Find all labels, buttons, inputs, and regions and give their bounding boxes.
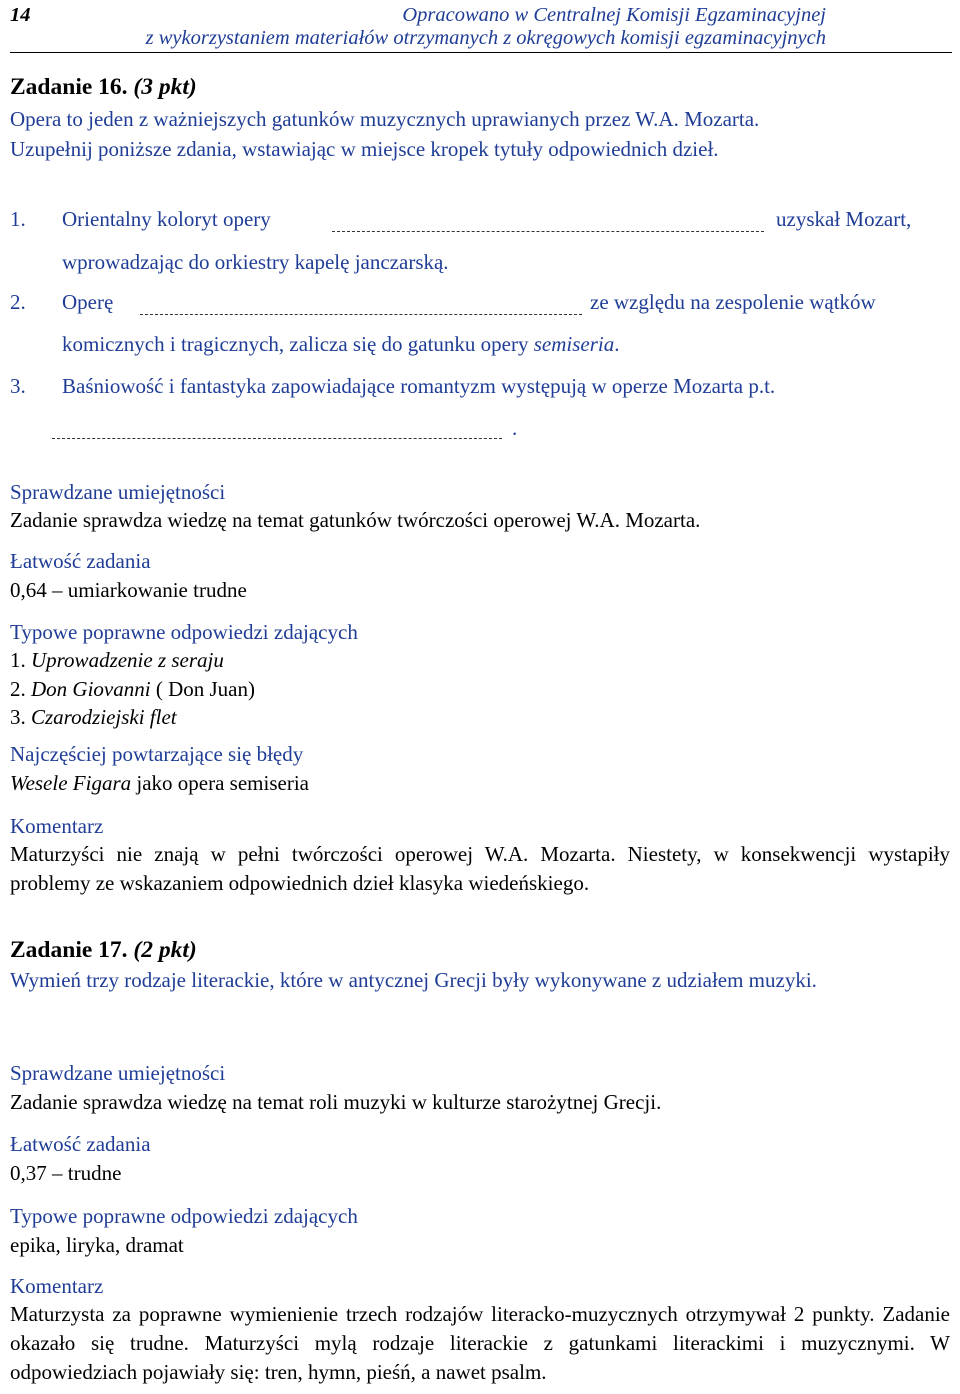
task17-difficulty-label: Łatwość zadania xyxy=(10,1132,151,1156)
item2-continuation xyxy=(62,330,619,358)
task17-comment-text: Maturzysta za poprawne wymienienie trzech rodzajów literacko-muzycznych otrzymywał 2 punkty. Zadanie okazało się trudne. Maturzyści mylą rodzaje literackie z gatunkami literackimi i muzycznymi. W odpowiedziach pojawiały się: tren, hymn, pieśń, a nawet psalm. xyxy=(10,1302,950,1384)
header-rule xyxy=(10,52,952,53)
item2-text-after: ze względu na zespolenie wątków xyxy=(590,290,876,314)
item3-number: 3. xyxy=(10,374,26,398)
task17-question: Wymień trzy rodzaje literackie, które w antycznej Grecji były wykonywane z udziałem muzyki. xyxy=(10,968,817,992)
item2-cont-plain: komicznych i tragicznych, zalicza się do gatunku opery xyxy=(62,332,534,356)
task16-difficulty-label: Łatwość zadania xyxy=(10,549,151,573)
task16-errors-text xyxy=(10,769,309,797)
task17-answers-text: epika, liryka, dramat xyxy=(10,1233,184,1257)
item1-number: 1. xyxy=(10,207,26,231)
task16-answer-2 xyxy=(10,675,255,703)
answer3-title: Czarodziejski flet xyxy=(31,705,177,729)
item2-cont-end: . xyxy=(614,332,620,356)
task16-points: (3 pkt) xyxy=(133,74,197,100)
header-line-1: Opracowano w Centralnej Komisji Egzaminacyjnej xyxy=(402,4,826,26)
item2-blank[interactable] xyxy=(140,314,582,315)
task16-title xyxy=(10,72,197,102)
task17-answers-label: Typowe poprawne odpowiedzi zdających xyxy=(10,1204,358,1228)
task17-points: (2 pkt) xyxy=(133,937,197,963)
item1-continuation: wprowadzając do orkiestry kapelę janczarską. xyxy=(62,250,449,274)
task16-answer-3 xyxy=(10,703,177,731)
header-line-2: z wykorzystaniem materiałów otrzymanych z okręgowych komisji egzaminacyjnych xyxy=(145,27,826,49)
answer2-title: Don Giovanni xyxy=(31,677,151,701)
task16-intro-1: Opera to jeden z ważniejszych gatunków muzycznych uprawianych przez W.A. Mozarta. xyxy=(10,107,760,131)
item1-blank[interactable] xyxy=(332,231,764,232)
task16-errors-label: Najczęściej powtarzające się błędy xyxy=(10,742,304,766)
item1-text-before: Orientalny koloryt opery xyxy=(62,207,271,231)
task16-comment-text: Maturzyści nie znają w pełni twórczości operowej W.A. Mozarta. Niestety, w konsekwencji wystapiły problemy ze wskazaniem odpowiednich dzieł klasyka wiedeńskiego. xyxy=(10,842,950,895)
task17-comment-label: Komentarz xyxy=(10,1274,104,1298)
answer1-title: Uprowadzenie z seraju xyxy=(31,648,224,672)
task17-skills-label: Sprawdzane umiejętności xyxy=(10,1061,226,1085)
item3-text-after: . xyxy=(512,416,518,440)
task17-difficulty-text: 0,37 – trudne xyxy=(10,1161,122,1185)
task16-skills-label: Sprawdzane umiejętności xyxy=(10,480,226,504)
item1-text-after: uzyskał Mozart, xyxy=(776,207,912,231)
task16-skills-text: Zadanie sprawdza wiedzę na temat gatunków twórczości operowej W.A. Mozarta. xyxy=(10,508,701,532)
task16-difficulty-text: 0,64 – umiarkowanie trudne xyxy=(10,578,247,602)
item2-cont-italic: semiseria xyxy=(533,332,615,356)
answer1-num: 1. xyxy=(10,648,31,672)
task17-skills-text: Zadanie sprawdza wiedzę na temat roli muzyki w kulturze starożytnej Grecji. xyxy=(10,1090,662,1114)
item3-text-before: Baśniowość i fantastyka zapowiadające romantyzm występują w operze Mozarta p.t. xyxy=(62,374,776,398)
task16-answer-1 xyxy=(10,646,224,674)
task16-comment-label: Komentarz xyxy=(10,814,104,838)
task17-title xyxy=(10,935,197,965)
task16-title-main: Zadanie 16. xyxy=(10,74,134,100)
errors-rest: jako opera semiseria xyxy=(131,771,309,795)
answer2-extra: ( Don Juan) xyxy=(150,677,255,701)
answer2-num: 2. xyxy=(10,677,31,701)
task16-answers-label: Typowe poprawne odpowiedzi zdających xyxy=(10,620,358,644)
item2-text-before: Operę xyxy=(62,290,114,314)
task17-title-main: Zadanie 17. xyxy=(10,937,134,963)
errors-italic: Wesele Figara xyxy=(10,771,132,795)
answer3-num: 3. xyxy=(10,705,31,729)
task16-intro-2: Uzupełnij poniższe zdania, wstawiając w miejsce kropek tytuły odpowiednich dzieł. xyxy=(10,137,719,161)
page-number: 14 xyxy=(10,4,31,26)
item2-number: 2. xyxy=(10,290,26,314)
item3-blank[interactable] xyxy=(52,438,502,439)
